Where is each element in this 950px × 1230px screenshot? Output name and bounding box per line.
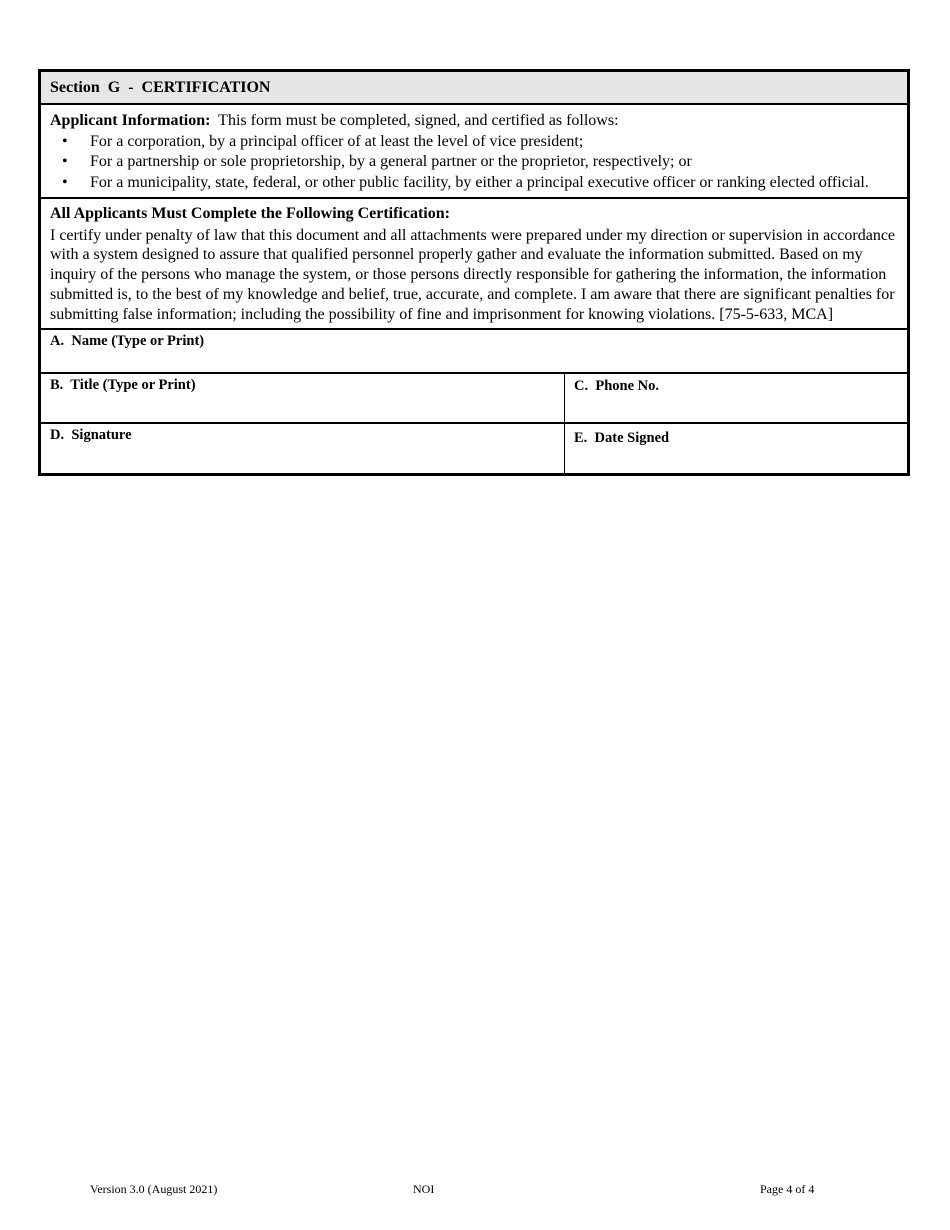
name-field-label: A. Name (Type or Print) [50, 333, 205, 350]
bullet-text-corporation: For a corporation, by a principal officer of at least the level of vice president; [90, 132, 584, 150]
date-signed-field-label: E. Date Signed [574, 430, 670, 447]
signature-date-row [41, 424, 907, 473]
signature-field[interactable] [41, 424, 565, 473]
bullet-icon: • [62, 153, 68, 170]
date-signed-field[interactable] [565, 424, 907, 473]
bullet-icon: • [62, 173, 68, 191]
footer-page-number: Page 4 of 4 [760, 1182, 815, 1196]
list-item [50, 152, 900, 173]
phone-field-label: C. Phone No. [574, 378, 659, 395]
title-field[interactable] [41, 374, 565, 422]
list-item [50, 132, 900, 153]
signature-field-label: D. Signature [50, 427, 132, 444]
section-title: Section G - CERTIFICATION [41, 72, 907, 105]
footer-document-code: NOI [413, 1182, 435, 1196]
footer-version: Version 3.0 (August 2021) [90, 1182, 218, 1196]
applicant-information [41, 105, 907, 199]
phone-field[interactable] [565, 374, 907, 422]
applicant-info-intro-text: This form must be completed, signed, and certified as follows: [210, 112, 619, 129]
certification-heading: All Applicants Must Complete the Following Certification: [50, 205, 450, 222]
bullet-text-partnership: For a partnership or sole proprietorship, by a general partner or the proprietor, respectively; or [90, 153, 692, 170]
title-phone-row [41, 374, 907, 424]
certification-text: I certify under penalty of law that this document and all attachments were prepared under my direction or supervision in accordance with a system designed to assure that qualified personnel properly gather and evaluate the information submitted. Based on my inquiry of the persons who manage the system, or those persons directly responsible for gathering the information, the information submitted is, to the best of my knowledge and belief, true, accurate, and complete. I am aware that there are significant penalties for submitting false information; including the possibility of fine and imprisonment for knowing violations. [75-5-633, MCA] [50, 226, 896, 323]
applicant-intro [50, 111, 900, 132]
certification-statement [41, 199, 907, 330]
applicant-bullet-list [50, 132, 900, 194]
certification-form [38, 69, 910, 476]
applicant-info-heading: Applicant Information: [50, 112, 211, 129]
list-item [50, 173, 900, 194]
title-field-label: B. Title (Type or Print) [50, 377, 196, 394]
bullet-text-public-facility: For a municipality, state, federal, or other public facility, by either a principal executive officer or ranking elected official. [90, 173, 869, 191]
name-field[interactable] [41, 330, 907, 374]
bullet-icon: • [62, 132, 68, 150]
